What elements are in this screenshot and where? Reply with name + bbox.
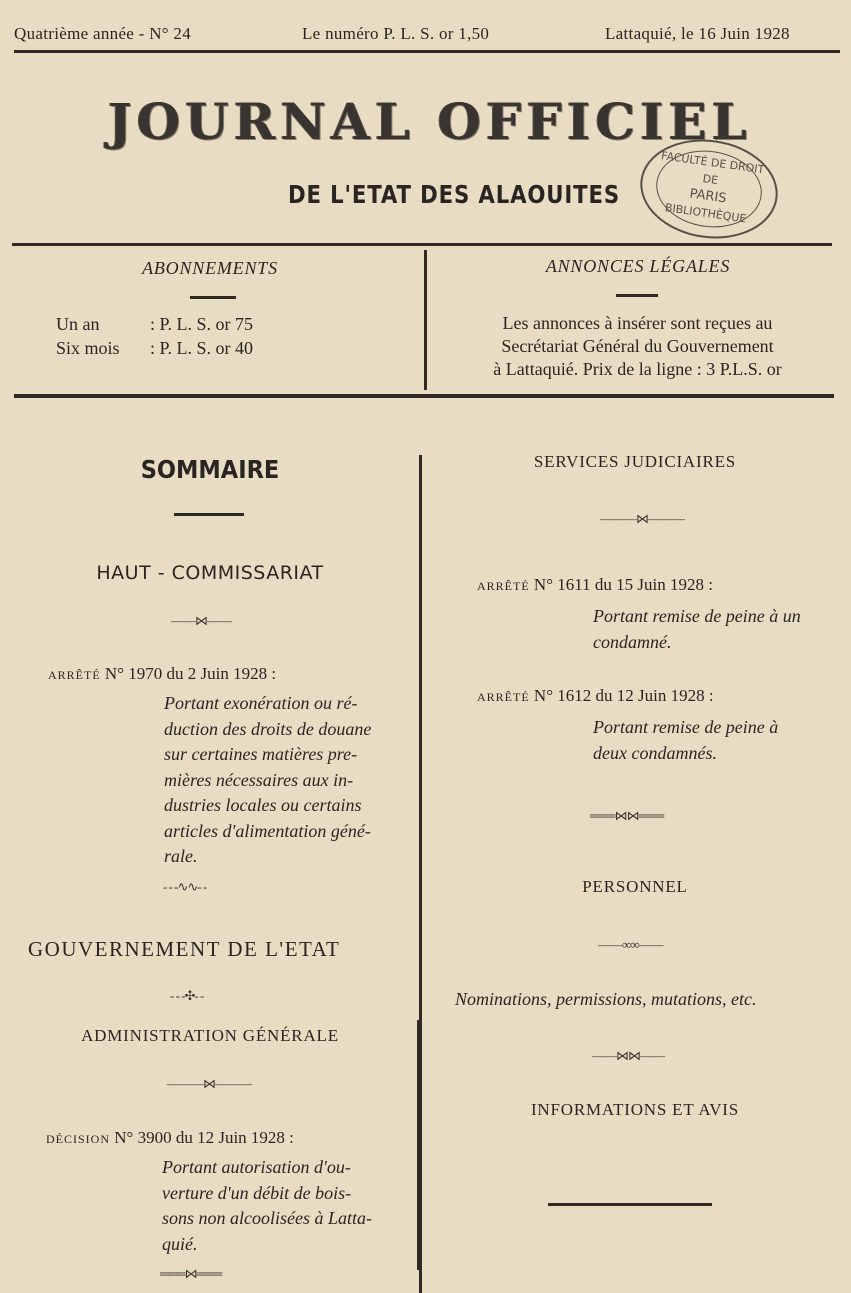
arrete-1611-description <box>593 604 838 655</box>
arrete-1970-line-7: rale. <box>164 846 198 866</box>
legal-ads-line-1: Les annonces à insérer sont reçues au <box>502 313 773 333</box>
arrete-1612-description <box>593 715 838 766</box>
decision-3900-line-4: quié. <box>162 1233 198 1254</box>
subscription-six-months-label: Six mois <box>56 338 120 358</box>
services-judiciaires-heading: SERVICES JUDICIAIRES <box>533 452 737 471</box>
legal-ads-line-3: à Lattaquié. Prix de la ligne : 3 P.L.S. or <box>493 359 782 379</box>
stamp-line-2: DE <box>701 172 719 188</box>
stamp-line-1: FACULTÉ DE DROIT <box>660 149 765 177</box>
journal-title: JOURNAL OFFICIEL <box>108 92 752 151</box>
box-bottom-divider <box>14 394 834 398</box>
arrete-1970-description <box>164 691 409 870</box>
issue-number: Quatrième année - N° 24 <box>14 24 192 43</box>
top-divider <box>14 50 840 53</box>
legal-ads-line-2: Secrétariat Général du Gouvernement <box>501 336 774 356</box>
end-rule <box>548 1203 712 1206</box>
arrete-1970-line-4: mières nécessaires aux in- <box>164 769 354 790</box>
arrete-1970-line-6: articles d'alimentation géné- <box>164 820 371 841</box>
ornament-1: ——⋈—— <box>171 613 231 628</box>
subscriptions-title: ABONNEMENTS <box>142 258 278 278</box>
stamp-line-4: BIBLIOTHÈQUE <box>664 201 748 226</box>
arrete-1611-number: N° 1611 du 15 Juin 1928 : <box>533 575 713 594</box>
arrete-1611-ref <box>477 575 713 595</box>
ornament-3: - - -✣- - <box>170 988 204 1003</box>
legal-ads-title: ANNONCES LÉGALES <box>545 256 731 276</box>
personnel-heading: PERSONNEL <box>582 877 688 896</box>
issue-date: Lattaquié, le 16 Juin 1928 <box>605 24 790 43</box>
arrete-1611-label: ARRÊTÉ <box>477 579 530 593</box>
ornament-7: ═══⋈⋈═══ <box>590 808 664 823</box>
personnel-description: Nominations, permissions, mutations, etc. <box>455 989 757 1009</box>
ornament-4: ———⋈——— <box>167 1076 251 1091</box>
summary-rule <box>174 513 244 516</box>
ornament-8: ——∞∞—— <box>598 937 663 952</box>
decision-3900-number: N° 3900 du 12 Juin 1928 : <box>114 1128 294 1147</box>
arrete-1612-line-2: deux condamnés. <box>593 742 717 763</box>
ornament-9: ——⋈⋈—— <box>592 1048 664 1063</box>
decision-3900-label: DÉCISION <box>46 1132 110 1146</box>
arrete-1970-label: ARRÊTÉ <box>48 668 101 682</box>
informations-heading: INFORMATIONS ET AVIS <box>530 1100 740 1119</box>
legal-ads-rule <box>616 294 658 297</box>
arrete-1970-line-3: sur certaines matières pre- <box>164 744 358 764</box>
masthead-divider <box>12 243 832 246</box>
arrete-1970-line-1: Portant exonération ou ré- <box>164 693 358 713</box>
journal-subtitle: DE L'ETAT DES ALAOUITES <box>288 180 621 209</box>
stamp-line-3: PARIS <box>688 186 728 207</box>
decision-3900-description <box>162 1155 402 1257</box>
arrete-1612-line-1: Portant remise de peine à <box>593 717 779 737</box>
arrete-1612-number: N° 1612 du 12 Juin 1928 : <box>533 686 714 705</box>
ornament-2: - - -∿∿- - <box>163 879 207 894</box>
box-divider <box>424 250 427 390</box>
column-divider-lower <box>417 1020 420 1270</box>
ornament-5: ═══⋈═══ <box>160 1266 222 1281</box>
arrete-1970-line-2: duction des droits de douane <box>164 718 372 739</box>
arrete-1612-label: ARRÊTÉ <box>477 690 530 704</box>
subscription-year-price: : P. L. S. or 75 <box>150 314 254 334</box>
subscriptions-rule <box>190 296 236 299</box>
haut-commissariat-heading: HAUT - COMMISSARIAT <box>96 562 324 584</box>
arrete-1970-line-5: dustries locales ou certains <box>164 795 362 815</box>
arrete-1970-number: N° 1970 du 2 Juin 1928 : <box>104 664 277 683</box>
decision-3900-ref <box>46 1128 294 1148</box>
summary-title: SOMMAIRE <box>140 455 280 484</box>
decision-3900-line-2: verture d'un débit de bois- <box>162 1182 352 1203</box>
ornament-6: ———⋈——— <box>600 511 684 526</box>
subscription-year-label: Un an <box>56 314 100 334</box>
arrete-1612-ref <box>477 686 714 706</box>
arrete-1611-line-2: condamné. <box>593 631 672 652</box>
issue-price: Le numéro P. L. S. or 1,50 <box>302 24 490 43</box>
decision-3900-line-1: Portant autorisation d'ou- <box>162 1157 351 1177</box>
arrete-1970-ref <box>48 664 276 684</box>
decision-3900-line-3: sons non alcoolisées à Latta- <box>162 1208 372 1228</box>
gouvernement-heading: GOUVERNEMENT DE L'ETAT <box>28 937 341 961</box>
administration-heading: ADMINISTRATION GÉNÉRALE <box>81 1026 339 1045</box>
arrete-1611-line-1: Portant remise de peine à un <box>593 606 801 626</box>
subscription-six-months-price: : P. L. S. or 40 <box>150 338 254 358</box>
library-stamp <box>634 131 784 247</box>
